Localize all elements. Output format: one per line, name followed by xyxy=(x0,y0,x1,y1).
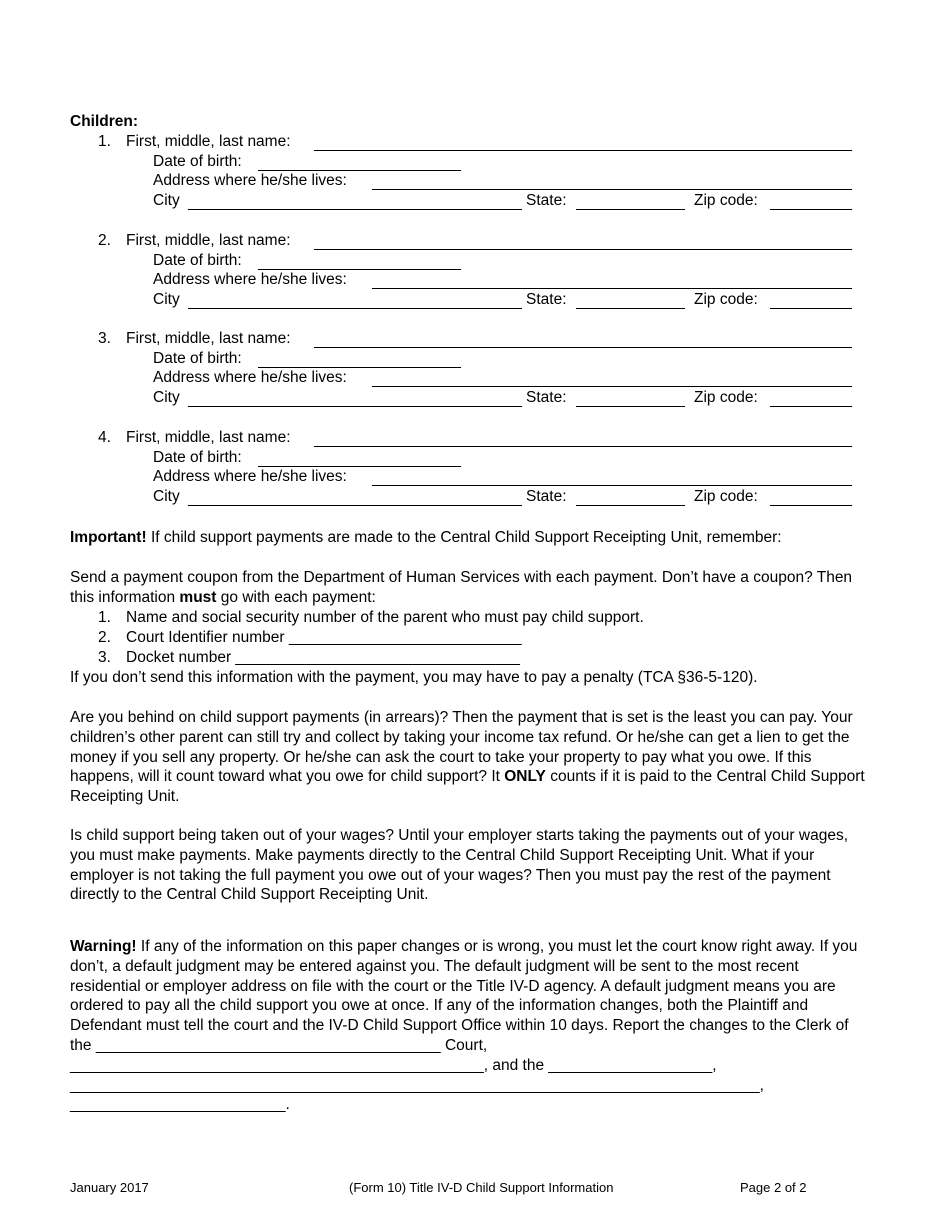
child-3-address-label: Address where he/she lives: xyxy=(153,369,347,386)
child-4-zip-label: Zip code: xyxy=(694,488,758,505)
arrears-paragraph xyxy=(70,708,870,807)
child-4-name-label: First, middle, last name: xyxy=(126,429,291,446)
footer-date: January 2017 xyxy=(70,1180,149,1195)
coupon-must: must xyxy=(179,588,217,606)
child-1-address-field[interactable] xyxy=(372,189,852,190)
warning-paragraph xyxy=(70,937,860,1115)
child-4-city-field[interactable] xyxy=(188,505,522,506)
warning-text: If any of the information on this paper changes or is wrong, you must let the court know right away. If you don’t, a default judgment may be entered against you. The default judgment will be sent to the most recent residential or employer address on file with the court or the Title IV-D agency. A default judgment means you are ordered to pay all the child support you owe at once. If any of the information changes, both the Plaintiff and Defendant must tell the court and the IV-D Child Support Office within 10 days. Report the changes to the Clerk of the ________________________________________ Court, ________________________________________________, and the ___________________, ________________________________________________________________________________, _________________________. xyxy=(70,938,858,1114)
child-2-address-label: Address where he/she lives: xyxy=(153,271,347,288)
child-4-state-label: State: xyxy=(526,488,567,505)
wages-paragraph: Is child support being taken out of your wages? Until your employer starts taking the payments out of your wages, you must make payments. Make payments directly to the Central Child Support Receipting Unit. What if your employer is not taking the full payment you owe out of your wages? Then you must pay the rest of the payment directly to the Central Child Support Receipting Unit. xyxy=(70,827,848,904)
child-1-zip-label: Zip code: xyxy=(694,192,758,209)
child-3-number: 3. xyxy=(98,330,111,347)
children-heading: Children: xyxy=(70,113,139,130)
child-2-zip-field[interactable] xyxy=(770,308,852,309)
arrears-only: ONLY xyxy=(504,768,546,786)
child-4-zip-field[interactable] xyxy=(770,505,852,506)
child-3-name-field[interactable] xyxy=(314,347,852,348)
important-label: Important! xyxy=(70,529,147,546)
coupon-item-3-num: 3. xyxy=(98,649,111,666)
child-1-number: 1. xyxy=(98,133,111,150)
coupon-item-2-num: 2. xyxy=(98,629,111,646)
child-3-dob-label: Date of birth: xyxy=(153,350,242,367)
child-3-state-field[interactable] xyxy=(576,406,685,407)
child-3-state-label: State: xyxy=(526,389,567,406)
child-4-state-field[interactable] xyxy=(576,505,685,506)
child-1-state-label: State: xyxy=(526,192,567,209)
child-4-address-label: Address where he/she lives: xyxy=(153,468,347,485)
child-1-city-label: City xyxy=(153,192,180,209)
child-3-address-field[interactable] xyxy=(372,386,852,387)
child-4-dob-label: Date of birth: xyxy=(153,449,242,466)
child-1-city-field[interactable] xyxy=(188,209,522,210)
child-4-address-field[interactable] xyxy=(372,485,852,486)
coupon-item-3-text: Docket number _________________________________ xyxy=(126,649,520,666)
coupon-paragraph xyxy=(70,568,870,608)
child-2-name-field[interactable] xyxy=(314,249,852,250)
child-1-state-field[interactable] xyxy=(576,209,685,210)
child-3-zip-label: Zip code: xyxy=(694,389,758,406)
child-3-city-label: City xyxy=(153,389,180,406)
child-2-city-label: City xyxy=(153,291,180,308)
child-2-dob-label: Date of birth: xyxy=(153,252,242,269)
coupon-item-1-text: Name and social security number of the parent who must pay child support. xyxy=(126,609,644,626)
child-1-name-field[interactable] xyxy=(314,150,852,151)
penalty-note: If you don’t send this information with the payment, you may have to pay a penalty (TCA §36-5-120). xyxy=(70,669,758,686)
child-2-address-field[interactable] xyxy=(372,288,852,289)
footer-form-title: (Form 10) Title IV-D Child Support Information xyxy=(349,1180,614,1195)
child-2-zip-label: Zip code: xyxy=(694,291,758,308)
important-notice xyxy=(70,528,870,548)
child-2-city-field[interactable] xyxy=(188,308,522,309)
child-4-city-label: City xyxy=(153,488,180,505)
child-3-name-label: First, middle, last name: xyxy=(126,330,291,347)
footer-page-number: Page 2 of 2 xyxy=(740,1180,807,1195)
child-1-dob-label: Date of birth: xyxy=(153,153,242,170)
arrears-text-1: Are you behind on child support payments (in arrears)? Then the payment that is set is the least you can pay. Your children’s other parent can still try and collect by taking your income tax refund. Or he/she can get a lien to get the money if you sell any property. Or he/she can ask the court to take your property to pay what you owe. If this happens, will it count toward what you owe for child support? It xyxy=(70,709,853,786)
warning-label: Warning! xyxy=(70,938,137,955)
child-3-city-field[interactable] xyxy=(188,406,522,407)
child-3-zip-field[interactable] xyxy=(770,406,852,407)
child-1-address-label: Address where he/she lives: xyxy=(153,172,347,189)
child-4-name-field[interactable] xyxy=(314,446,852,447)
child-2-name-label: First, middle, last name: xyxy=(126,232,291,249)
child-1-zip-field[interactable] xyxy=(770,209,852,210)
coupon-text-2: go with each payment: xyxy=(216,588,376,606)
child-2-state-field[interactable] xyxy=(576,308,685,309)
child-4-number: 4. xyxy=(98,429,111,446)
child-2-state-label: State: xyxy=(526,291,567,308)
child-1-name-label: First, middle, last name: xyxy=(126,133,291,150)
coupon-text-1: Send a payment coupon from the Department of Human Services with each payment. Don’t have a coupon? Then this information xyxy=(70,569,853,606)
child-2-number: 2. xyxy=(98,232,111,249)
important-text: If child support payments are made to the Central Child Support Receipting Unit, remember: xyxy=(146,529,782,546)
coupon-item-2-text: Court Identifier number ___________________________ xyxy=(126,629,522,646)
arrears-text-2: counts if it is paid to the Central Child Support Receipting Unit. xyxy=(70,768,865,806)
coupon-item-1-num: 1. xyxy=(98,609,111,626)
